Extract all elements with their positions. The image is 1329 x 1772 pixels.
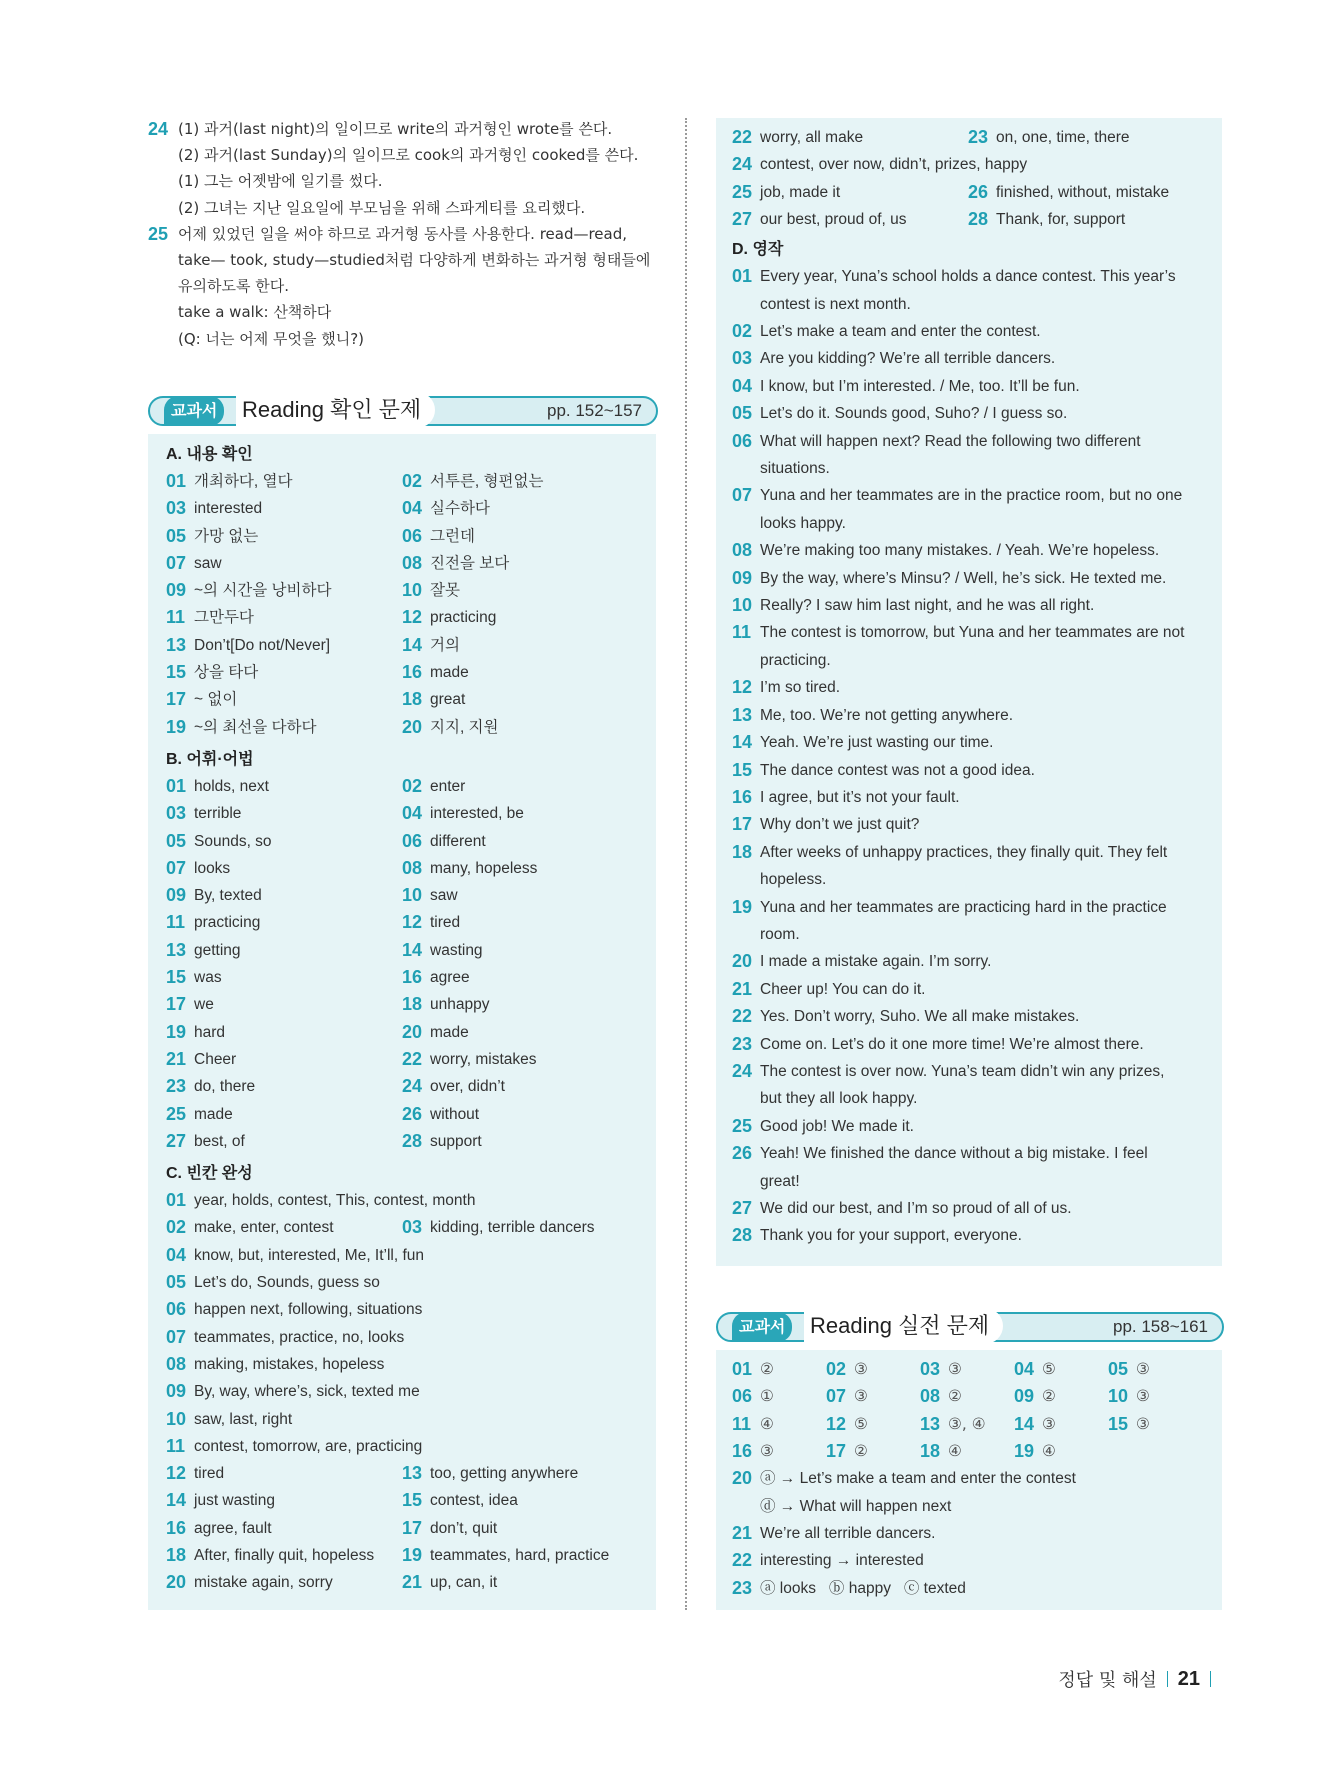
answer-item: 25 job, made it [732,179,968,206]
answer-item: 08 many, hopeless [402,855,638,882]
question-number: 07 [826,1386,847,1407]
question-number: 05 [1108,1359,1129,1379]
question-number: 10 [1108,1386,1129,1407]
question-number: 23 [968,127,989,147]
question-number: 19 [732,896,753,917]
answer-item: 02 make, enter, contest [166,1214,402,1241]
reading-check-box [148,434,656,1610]
question-number: 15 [1108,1413,1129,1434]
answer-item: 01 개최하다, 열다 [166,468,402,495]
practice-answer-item: 05 ③ [1108,1356,1202,1383]
sentence-item-cont: great! [760,1172,800,1190]
question-number: 18 [402,994,423,1015]
question-number: 12 [732,677,753,698]
answer-item: 28 Thank, for, support [968,206,1204,233]
footer-separator [1210,1671,1211,1687]
question-number: 02 [166,1217,187,1238]
answer-item: 17 we [166,991,402,1018]
answer-item: 19 teammates, hard, practice [402,1542,638,1569]
question-number: 09 [1014,1386,1035,1407]
sentence-item: 19 Yuna and her teammates are practicing hard in the practice [732,894,1222,921]
question-number: 04 [1014,1359,1035,1379]
section-title: Reading 확인 문제 [236,392,435,428]
page-number: 21 [1177,1667,1200,1690]
question-number: 15 [166,662,187,683]
question-number: 09 [166,580,187,601]
practice-answer-item: 06 ① [732,1383,826,1410]
answers-a [166,468,656,741]
sentence-item-cont: looks happy. [760,514,846,532]
question-number: 08 [402,857,423,878]
sentence-item: 15 The dance contest was not a good idea. [732,757,1222,784]
answer-item: 20 지지, 지원 [402,714,638,741]
question-number: 17 [402,1517,423,1538]
sentence-item: 02 Let’s make a team and enter the contest. [732,318,1222,345]
question-number: 02 [826,1359,847,1379]
question-number: 05 [166,1272,187,1293]
sentence-item-cont: practicing. [760,651,831,669]
question-number: 13 [166,634,187,655]
question-number: 22 [732,127,753,147]
answer-item: 05 Sounds, so [166,828,402,855]
section-title: Reading 실전 문제 [804,1308,1003,1344]
answer-item: 11 그만두다 [166,604,402,631]
question-number: 21 [166,1048,187,1069]
question-number: 02 [402,471,423,491]
question-number: 27 [732,1198,753,1218]
practice-answer-23: 23 ⓐ looks ⓑ happy ⓒ texted [732,1577,966,1598]
question-number: 07 [732,485,753,506]
question-number: 16 [402,967,423,988]
question-number: 03 [166,803,187,824]
answer-item: 15 상을 타다 [166,659,402,686]
sentence-item: 04 I know, but I’m interested. / Me, too. It’ll be fun. [732,373,1222,400]
question-number: 17 [826,1440,847,1461]
question-number: 17 [732,814,753,835]
answer-item: 15 contest, idea [402,1487,638,1514]
practice-answer-item: 10 ③ [1108,1383,1202,1410]
question-number: 20 [402,716,423,737]
answer-item: 02 서투른, 형편없는 [402,468,638,495]
question-number: 18 [166,1544,187,1565]
question-number: 12 [402,912,423,933]
sentence-item: 27 We did our best, and I’m so proud of all of us. [732,1195,1222,1222]
answer-item: 10 잘못 [402,577,638,604]
question-number: 19 [166,1021,187,1042]
question-number: 20 [732,951,753,972]
question-number: 13 [402,1463,423,1484]
question-number: 28 [732,1225,753,1246]
question-number: 27 [166,1130,187,1151]
sentence-item: 01 Every year, Yuna’s school holds a dance contest. This year’s [732,263,1222,290]
sentence-item-cont: contest is next month. [760,295,911,313]
question-number: 02 [732,321,753,341]
question-number: 15 [732,759,753,780]
sentence-item-cont: situations. [760,460,830,478]
practice-answer-item: 15 ③ [1108,1411,1202,1438]
sentence-item: 26 Yeah! We finished the dance without a big mistake. I feel [732,1140,1222,1167]
question-number: 25 [148,223,169,244]
sentence-item-cont: hopeless. [760,871,827,889]
question-number: 09 [732,567,753,588]
footer-label: 정답 및 해설 [1058,1670,1157,1691]
sentence-item: 17 Why don’t we just quit? [732,811,1222,838]
question-number: 21 [732,978,753,999]
answer-item: 26 without [402,1101,638,1128]
question-number: 05 [166,525,187,546]
question-number: 24 [148,119,169,139]
answer-item: 23 on, one, time, there [968,124,1204,151]
answer-item: 18 unhappy [402,991,638,1018]
question-number: 22 [732,1006,753,1027]
answer-item: 09 ~의 시간을 낭비하다 [166,577,402,604]
question-number: 11 [732,622,752,643]
answer-item: 22 worry, all make [732,124,968,151]
sentence-item: 09 By the way, where’s Minsu? / Well, he’s sick. He texted me. [732,565,1222,592]
sentence-item-cont: but they all look happy. [760,1090,918,1108]
question-number: 06 [732,1386,753,1407]
answer-item: 20 mistake again, sorry [166,1569,402,1596]
question-number: 02 [402,775,423,796]
subsection-heading-b: B. 어휘·어법 [166,750,254,768]
answer-item: 17 ~ 없이 [166,686,402,713]
question-number: 07 [166,1326,187,1347]
answer-item: 18 great [402,686,638,713]
sentence-item: 14 Yeah. We’re just wasting our time. [732,729,1222,756]
question-number: 03 [732,348,753,369]
textbook-tag: 교과서 [732,1312,792,1342]
answer-item: 01 holds, next [166,773,402,800]
question-number: 19 [166,716,187,737]
footer-separator [1167,1671,1168,1687]
answer-item: 08 진전을 보다 [402,550,638,577]
question-number: 08 [732,540,753,561]
answer-item: 25 made [166,1101,402,1128]
question-number: 11 [166,607,186,628]
question-number: 10 [402,885,423,906]
sentence-item: 24 The contest is over now. Yuna’s team didn’t win any prizes, [732,1058,1222,1085]
question-number: 23 [166,1076,187,1097]
answers-c-continued [732,124,1222,233]
sentence-item: 20 I made a mistake again. I’m sorry. [732,948,1222,975]
question-number: 03 [402,1217,423,1238]
answer-item: 07 teammates, practice, no, looks [166,1324,638,1351]
question-number: 15 [402,1490,423,1511]
page-range: pp. 158~161 [1112,1317,1208,1336]
section-header-reading-check [148,392,658,428]
question-number: 08 [166,1353,187,1374]
question-number: 04 [732,375,753,396]
question-number: 16 [166,1517,187,1538]
question-number: 14 [402,939,423,960]
answer-item: 09 By, texted [166,882,402,909]
answer-item: 03 interested [166,495,402,522]
answer-item: 23 do, there [166,1073,402,1100]
subsection-heading-c: C. 빈칸 완성 [166,1165,253,1183]
sentence-item: 13 Me, too. We’re not getting anywhere. [732,702,1222,729]
question-number: 24 [732,1060,753,1081]
question-number: 13 [920,1413,941,1434]
sentence-item: 08 We’re making too many mistakes. / Yeah. We’re hopeless. [732,537,1222,564]
practice-answer-item: 09 ② [1014,1383,1108,1410]
answer-item: 10 saw [402,882,638,909]
answer-item: 11 practicing [166,909,402,936]
question-number: 24 [732,154,753,175]
question-number: 13 [166,939,187,960]
sentence-item: 12 I’m so tired. [732,674,1222,701]
question-number: 07 [166,552,187,573]
question-number: 08 [920,1386,941,1407]
explanation-25: 25 어제 있었던 일을 써야 하므로 과거형 동사를 사용한다. read—read, [148,221,658,247]
question-number: 25 [732,1115,753,1136]
answer-item: 20 made [402,1019,638,1046]
practice-answer-item: 18 ④ [920,1438,1014,1465]
answer-item: 03 terrible [166,800,402,827]
practice-answer-item: 02 ③ [826,1356,920,1383]
practice-answer-item: 17 ② [826,1438,920,1465]
question-number: 20 [402,1021,423,1042]
sentence-item: 07 Yuna and her teammates are in the practice room, but no one [732,482,1222,509]
sentence-item: 23 Come on. Let’s do it one more time! We’re almost there. [732,1031,1222,1058]
answer-item: 10 saw, last, right [166,1406,638,1433]
answers-b [166,773,656,1155]
textbook-tag: 교과서 [164,396,224,426]
answer-item: 06 happen next, following, situations [166,1296,638,1323]
question-number: 17 [166,994,187,1015]
question-number: 06 [402,525,423,546]
question-number: 18 [920,1440,941,1461]
practice-answer-21: 21 We’re all terrible dancers. [732,1523,936,1543]
question-number: 17 [166,689,187,710]
answer-item: 07 looks [166,855,402,882]
answer-item: 24 over, didn’t [402,1073,638,1100]
question-number: 26 [732,1143,753,1164]
question-number: 12 [826,1413,847,1434]
practice-answers [732,1356,1222,1465]
answer-item: 22 worry, mistakes [402,1046,638,1073]
practice-answer-20: 20 ⓐ → Let’s make a team and enter the contest [732,1468,1076,1489]
answer-item: 05 가망 없는 [166,523,402,550]
question-number: 16 [732,1440,753,1461]
question-number: 12 [166,1463,187,1484]
answer-item: 09 By, way, where’s, sick, texted me [166,1378,638,1405]
answer-item: 27 our best, proud of, us [732,206,968,233]
explanation-24: 24 (1) 과거(last night)의 일이므로 write의 과거형인 wrote를 쓴다. [148,116,658,142]
question-number: 26 [402,1103,423,1124]
question-number: 10 [166,1408,187,1429]
answers-d [732,263,1222,1250]
question-number: 04 [402,498,423,519]
practice-answer-item: 19 ④ [1014,1438,1108,1465]
answer-item: 04 know, but, interested, Me, It’ll, fun [166,1242,638,1269]
question-number: 11 [732,1413,752,1434]
practice-answer-item: 14 ③ [1014,1411,1108,1438]
answer-item: 19 ~의 최선을 다하다 [166,714,402,741]
practice-answer-item: 11 ④ [732,1411,826,1438]
question-number: 11 [166,912,186,933]
empty-cell [1108,1438,1202,1465]
question-number: 24 [402,1076,423,1097]
question-number: 27 [732,208,753,229]
reading-practice-box: 01 ② 02 ③ 03 ③ 04 ⑤ 05 ③ 06 ① 07 ③ 08 ② 09 ② 10 ③ 11 ④ 12 ⑤ 13 ③, ④ 14 ③ 15 ③ 16 ③ 17 ② 18 ④ 19 ④ 20 ⓐ → Let’s make a team and enter the contest ⓓ → What will happen next 21 We’re all terrible dancers. 22 interesting → interested 23 ⓐ looks ⓑ happy ⓒ texted [716,1350,1222,1610]
answer-item: 19 hard [166,1019,402,1046]
question-number: 19 [1014,1440,1035,1461]
sentence-item: 18 After weeks of unhappy practices, they finally quit. They felt [732,839,1222,866]
question-number: 18 [402,689,423,710]
answer-item: 03 kidding, terrible dancers [402,1214,638,1241]
practice-answer-item: 01 ② [732,1356,826,1383]
question-number: 26 [968,181,989,202]
practice-answer-item: 12 ⑤ [826,1411,920,1438]
practice-answer-item: 16 ③ [732,1438,826,1465]
question-number: 19 [402,1544,423,1565]
answer-item: 15 was [166,964,402,991]
question-number: 04 [166,1244,187,1265]
question-number: 28 [968,208,989,229]
question-number: 14 [1014,1413,1035,1434]
answer-item: 14 just wasting [166,1487,402,1514]
answer-item: 12 tired [166,1460,402,1487]
answer-item: 11 contest, tomorrow, are, practicing [166,1433,638,1460]
sentence-item: 06 What will happen next? Read the following two different [732,428,1222,455]
question-number: 14 [402,634,423,655]
answer-item: 21 Cheer [166,1046,402,1073]
explanations: 24 (1) 과거(last night)의 일이므로 write의 과거형인 wrote를 쓴다. (2) 과거(last Sunday)의 일이므로 cook의 과거형인 cooked를 쓴다. (1) 그는 어젯밤에 일기를 썼다. (2) 그녀는 지난 일요일에 부모님을 위해 스파게티를 요리했다. 25 어제 있었던 일을 써야 하므로 과거형 동사를 사용한다. read—read, take— took, study—studied처럼 다양하게 변화하는 과거형 형태들에 유의하도록 한다. take a walk: 산책하다 (Q: 너는 어제 무엇을 했니?) [148,116,658,352]
page-footer [1058,1666,1221,1692]
question-number: 18 [732,841,753,862]
question-number: 25 [732,181,753,202]
question-number: 01 [166,471,187,491]
answer-item: 21 up, can, it [402,1569,638,1596]
question-number: 05 [166,830,187,851]
answer-item: 17 don’t, quit [402,1515,638,1542]
question-number: 06 [166,1299,187,1320]
question-number: 08 [402,552,423,573]
question-number: 09 [166,1381,187,1402]
sentence-item: 11 The contest is tomorrow, but Yuna and her teammates are not [732,619,1222,646]
question-number: 22 [402,1048,423,1069]
practice-answer-item: 13 ③, ④ [920,1411,1014,1438]
answer-item: 28 support [402,1128,638,1155]
answer-item: 02 enter [402,773,638,800]
question-number: 01 [166,775,187,796]
question-number: 10 [732,595,753,616]
question-number: 06 [732,430,753,451]
answer-item: 14 거의 [402,632,638,659]
answer-item: 27 best, of [166,1128,402,1155]
question-number: 03 [920,1359,941,1379]
answer-item: 08 making, mistakes, hopeless [166,1351,638,1378]
reading-check-box-continued [716,118,1222,1266]
sentence-item: 05 Let’s do it. Sounds good, Suho? / I guess so. [732,400,1222,427]
question-number: 21 [402,1572,423,1593]
question-number: 14 [166,1490,187,1511]
sentence-item: 16 I agree, but it’s not your fault. [732,784,1222,811]
question-number: 13 [732,704,753,725]
answer-item: 14 wasting [402,937,638,964]
question-number: 15 [166,967,187,988]
sentence-item-cont: room. [760,925,800,943]
answer-item: 16 made [402,659,638,686]
question-number: 06 [402,830,423,851]
sentence-item: 21 Cheer up! You can do it. [732,976,1222,1003]
practice-answer-item: 07 ③ [826,1383,920,1410]
answer-item: 07 saw [166,550,402,577]
answer-item: 13 too, getting anywhere [402,1460,638,1487]
practice-answer-item: 08 ② [920,1383,1014,1410]
question-number: 01 [166,1190,187,1211]
question-number: 16 [732,786,753,807]
sentence-item: 10 Really? I saw him last night, and he was all right. [732,592,1222,619]
answer-item: 26 finished, without, mistake [968,179,1204,206]
question-number: 04 [402,803,423,824]
practice-answer-item: 03 ③ [920,1356,1014,1383]
sentence-item: 22 Yes. Don’t worry, Suho. We all make mistakes. [732,1003,1222,1030]
subsection-heading-a: A. 내용 확인 [166,446,253,463]
question-number: 07 [166,857,187,878]
column-divider [685,118,687,1610]
question-number: 20 [166,1572,187,1593]
question-number: 25 [166,1103,187,1124]
sentence-item: 25 Good job! We made it. [732,1113,1222,1140]
answers-c [166,1187,656,1596]
question-number: 16 [402,662,423,683]
answer-item: 05 Let’s do, Sounds, guess so [166,1269,638,1296]
answer-item: 16 agree, fault [166,1515,402,1542]
practice-answer-item: 04 ⑤ [1014,1356,1108,1383]
question-number: 11 [166,1435,186,1456]
question-number: 03 [166,498,187,519]
answer-item: 12 practicing [402,604,638,631]
question-number: 05 [732,403,753,424]
answer-item: 18 After, finally quit, hopeless [166,1542,402,1569]
section-header-reading-practice [716,1308,1224,1344]
question-number: 01 [732,1359,753,1379]
sentence-item: 03 Are you kidding? We’re all terrible dancers. [732,345,1222,372]
practice-answer-22: 22 interesting → interested [732,1550,924,1571]
question-number: 28 [402,1130,423,1151]
page-range: pp. 152~157 [546,401,642,420]
subsection-heading-d: D. 영작 [732,241,784,259]
answer-item: 06 different [402,828,638,855]
sentence-item: 28 Thank you for your support, everyone. [732,1222,1222,1249]
question-number: 23 [732,1033,753,1054]
question-number: 10 [402,580,423,601]
answer-item: 06 그런데 [402,523,638,550]
answer-item: 13 Don’t[Do not/Never] [166,632,402,659]
answer-item: 13 getting [166,937,402,964]
answer-item: 12 tired [402,909,638,936]
question-number: 09 [166,885,187,906]
answer-item: 04 interested, be [402,800,638,827]
question-number: 01 [732,266,753,287]
question-number: 12 [402,607,423,628]
answer-item: 24 contest, over now, didn’t, prizes, happy [732,151,1204,178]
answer-item: 16 agree [402,964,638,991]
question-number: 14 [732,732,753,753]
answer-item: 04 실수하다 [402,495,638,522]
answer-item: 01 year, holds, contest, This, contest, month [166,1187,638,1214]
